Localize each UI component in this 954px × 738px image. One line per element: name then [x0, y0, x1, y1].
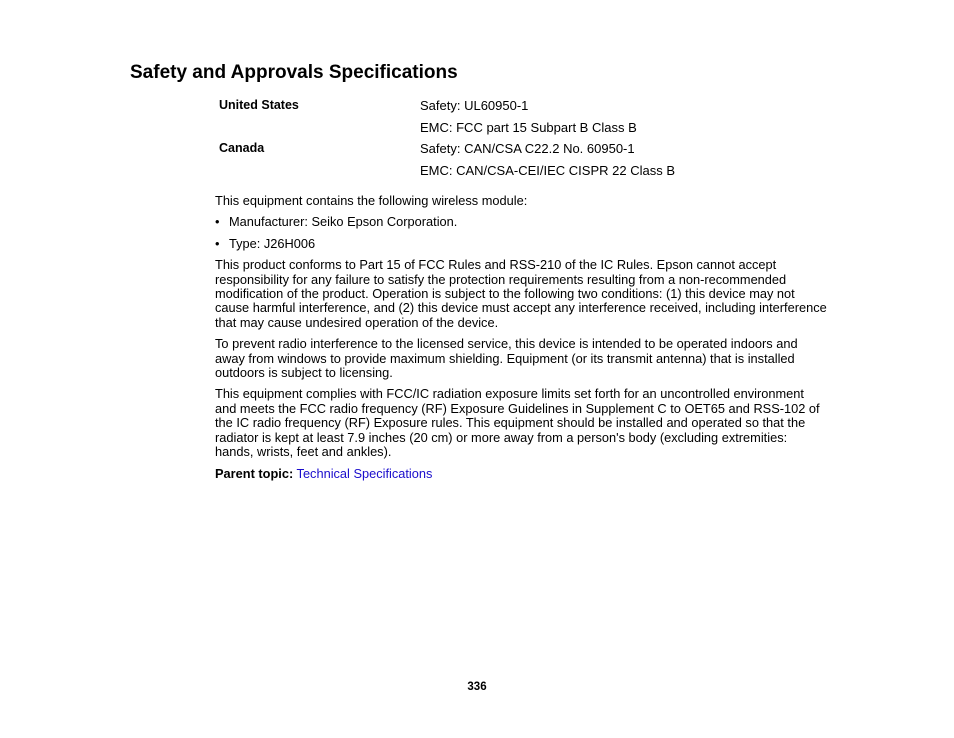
- spec-row: [219, 140, 779, 162]
- spec-row: [219, 162, 779, 184]
- spec-row: [219, 119, 779, 141]
- technical-specifications-link[interactable]: Technical Specifications: [296, 465, 433, 481]
- parent-topic-label: Parent topic:: [215, 465, 294, 481]
- parent-topic: [215, 467, 827, 481]
- list-item-text: Type: J26H006: [229, 235, 316, 251]
- fcc-conformance-paragraph: This product conforms to Part 15 of FCC Rules and RSS-210 of the IC Rules. Epson cannot accept responsibility for any failure to satisfy the protection requirements resulting from a non-recommended modification of the product. Operation is subject to the following two conditions: (1) this device may not cause harmful interference, and (2) this device must accept any interference received, including interference that may cause undesired operation of the device.: [215, 257, 827, 330]
- spec-country-label: United States: [219, 98, 299, 112]
- list-item: [215, 237, 827, 251]
- rf-exposure-paragraph: This equipment complies with FCC/IC radiation exposure limits set forth for an uncontrolled environment and meets the FCC radio frequency (RF) Exposure Guidelines in Supplement C to OET65 and RSS-102 of the IC radio frequency (RF) Exposure rules. This equipment should be installed and operated so that the radiator is kept at least 7.9 inches (20 cm) or more away from a person's body (excluding extremities: hands, wrists, feet and ankles).: [215, 386, 820, 460]
- spec-row: [219, 97, 779, 119]
- spec-value: EMC: CAN/CSA-CEI/IEC CISPR 22 Class B: [420, 162, 675, 178]
- spec-value: Safety: CAN/CSA C22.2 No. 60950-1: [420, 141, 635, 156]
- page-number: 336: [467, 681, 487, 693]
- spec-value: Safety: UL60950-1: [420, 98, 529, 113]
- specifications-table: [219, 97, 779, 183]
- wireless-module-intro: This equipment contains the following wireless module:: [215, 193, 528, 208]
- spec-value: EMC: FCC part 15 Subpart B Class B: [420, 119, 637, 135]
- list-item: [215, 215, 827, 229]
- radio-interference-paragraph: To prevent radio interference to the licensed service, this device is intended to be operated indoors and away from windows to provide maximum shielding. Equipment (or its transmit antenna) that is installed outdoors is subject to licensing.: [215, 336, 798, 381]
- bullet-icon: •: [215, 214, 220, 230]
- wireless-module-list: [215, 215, 827, 251]
- page-title: Safety and Approvals Specifications: [130, 62, 458, 83]
- spec-country-label: Canada: [219, 141, 265, 155]
- list-item-text: Manufacturer: Seiko Epson Corporation.: [229, 214, 458, 230]
- bullet-icon: •: [215, 235, 220, 251]
- body-content: [215, 194, 827, 488]
